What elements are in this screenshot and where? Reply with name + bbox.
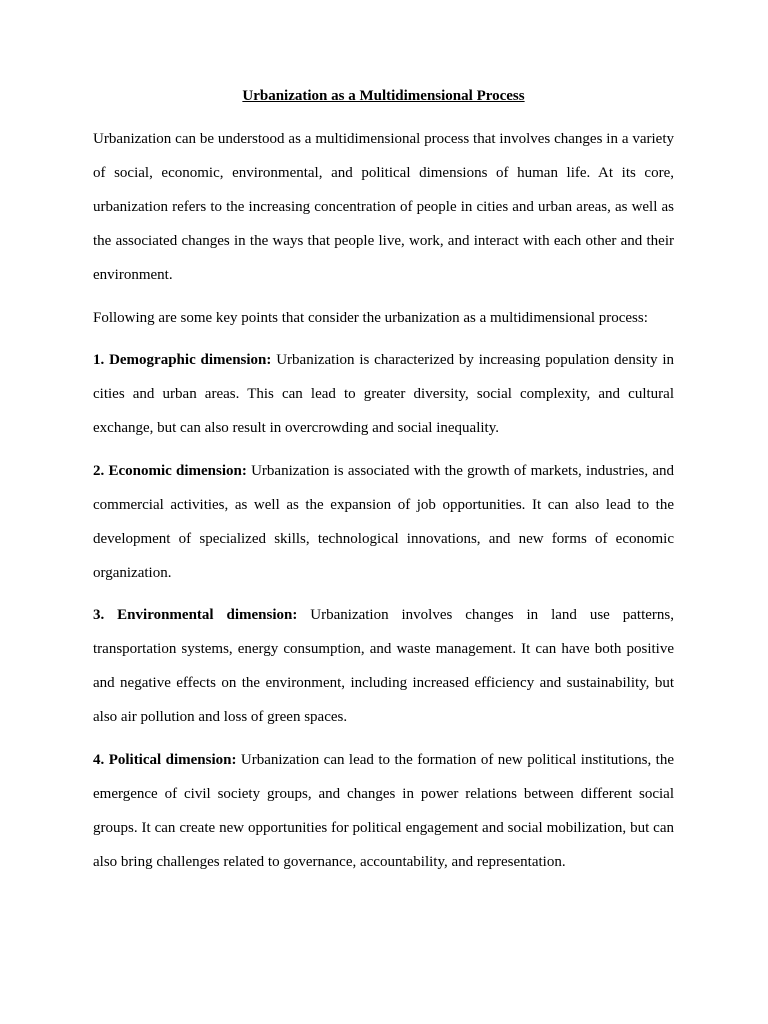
- point-text: Urbanization is characterized by increasing population density in cities and urban areas. This can lead to greater diversity, social complexity, and cultural exchange, but can also result in overcrowding and social inequality.: [93, 352, 674, 436]
- point-text: Urbanization is associated with the growth of markets, industries, and commercial activities, as well as the expansion of job opportunities. It can also lead to the development of specialized skills, technological innovations, and new forms of economic organization.: [93, 462, 674, 581]
- point-heading: 4. Political dimension:: [93, 751, 237, 768]
- document-body: [93, 122, 674, 887]
- point-text: Urbanization can lead to the formation of new political institutions, the emergence of civil society groups, and changes in power relations between different social groups. It can create new opportunities for political engagement and social mobilization, but can also bring challenges related to governance, accountability, and representation.: [93, 751, 675, 870]
- point-political: [93, 743, 674, 879]
- lead-in-paragraph: Following are some key points that consider the urbanization as a multidimensional process:: [93, 309, 648, 326]
- point-heading: 3. Environmental dimension:: [93, 607, 298, 623]
- point-demographic: [93, 343, 674, 445]
- point-text: Urbanization involves changes in land use patterns, transportation systems, energy consumption, and waste management. It can have both positive and negative effects on the environment, including increased efficiency and sustainability, but also air pollution and loss of green spaces.: [93, 607, 675, 725]
- point-environmental: [93, 598, 674, 734]
- point-heading: 1. Demographic dimension:: [93, 352, 272, 368]
- point-heading: 2. Economic dimension:: [93, 462, 247, 479]
- document-title: Urbanization as a Multidimensional Process: [242, 88, 525, 104]
- intro-paragraph: Urbanization can be understood as a multidimensional process that involves changes in a variety of social, economic, environmental, and political dimensions of human life. At its core, urbanization refers to the increasing concentration of people in cities and urban areas, as well as the associated changes in the ways that people live, work, and interact with each other and their environment.: [93, 131, 674, 283]
- point-economic: [93, 454, 674, 590]
